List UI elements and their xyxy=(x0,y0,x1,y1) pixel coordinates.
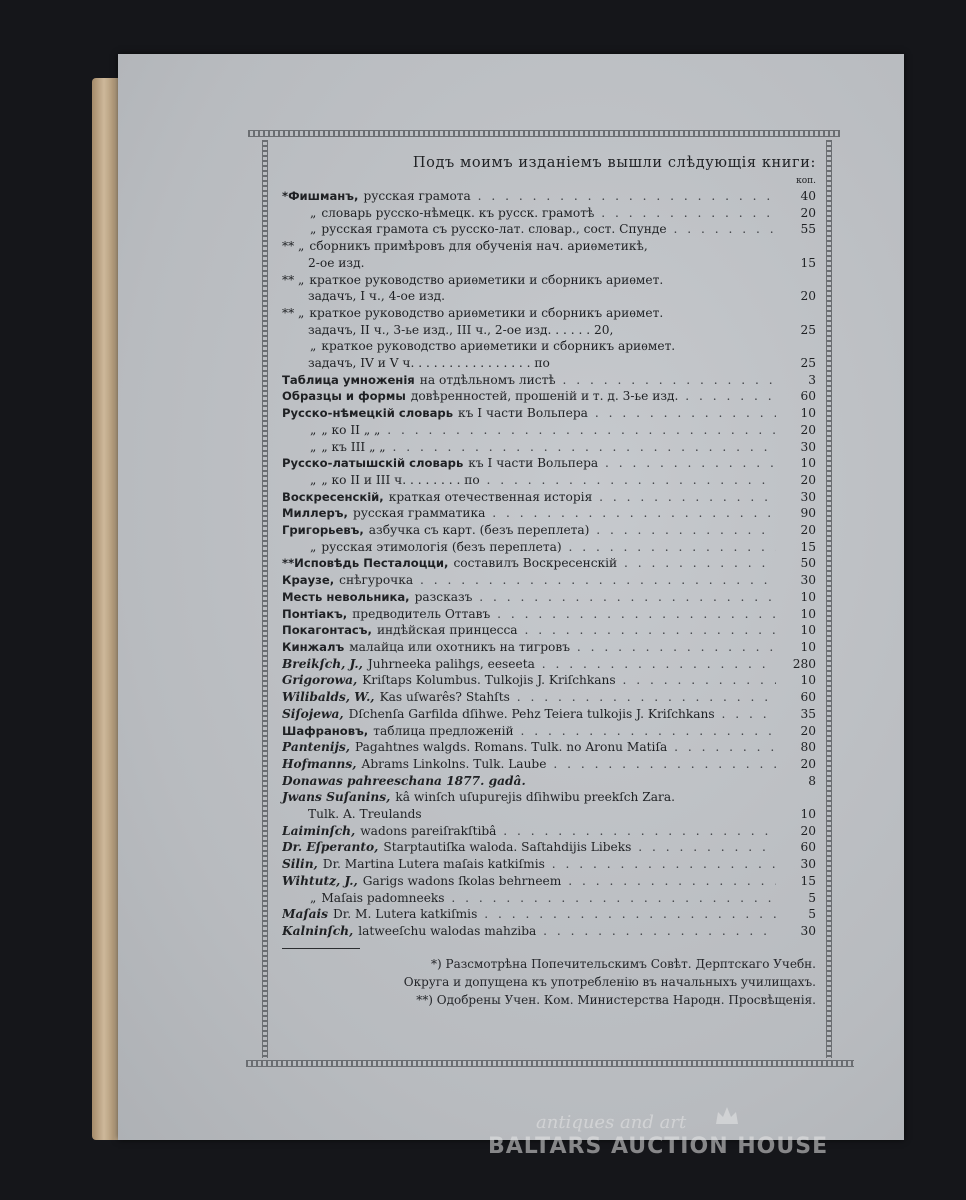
book-description: азбучка съ карт. (безъ переплета) xyxy=(368,523,590,538)
book-description: „ ко II „ „ xyxy=(321,422,381,437)
book-title: „ xyxy=(310,205,317,220)
book-entry xyxy=(282,555,816,572)
book-title: „ xyxy=(310,539,317,554)
book-description: составилъ Воскресенскій xyxy=(453,556,618,571)
book-price: 60 xyxy=(800,389,816,404)
book-description: Dr. Martina Lutera maſais katkiſmis xyxy=(322,857,545,872)
page-heading: Подъ моимъ изданіемъ вышли слѣдующія книги: xyxy=(412,155,816,171)
book-title: Краузе, xyxy=(282,573,335,588)
book-description: довѣренностей, прошеній и т. д. 3-ье изд. xyxy=(410,389,679,404)
book-entry xyxy=(282,338,816,371)
book-price: 20 xyxy=(800,289,816,304)
book-title: Понтіакъ, xyxy=(282,606,348,621)
book-title: Wilibalds, W., xyxy=(282,690,375,705)
book-description: „ къ III „ „ xyxy=(321,439,386,454)
book-description: Kas uſwarês? Stahſts xyxy=(379,690,510,705)
book-price: 40 xyxy=(800,189,816,203)
book-description: краткая отечественная исторія xyxy=(388,489,593,504)
book-description: снѣгурочка xyxy=(339,573,414,588)
book-price: 15 xyxy=(800,539,816,554)
book-description: предводитель Оттавъ xyxy=(352,606,491,621)
book-price: 10 xyxy=(800,456,816,471)
ornamental-border-right xyxy=(826,140,832,1058)
watermark-line-1: antiques and art xyxy=(536,1112,687,1133)
book-entry xyxy=(282,572,816,589)
book-list xyxy=(282,188,816,940)
book-description: „ ко II и III ч. . . . . . . . по xyxy=(321,472,480,487)
book-price: 55 xyxy=(800,222,816,237)
book-entry xyxy=(282,639,816,656)
book-description: русская этимологія (безъ переплета) xyxy=(321,539,562,554)
book-title: ** „ xyxy=(282,239,305,254)
book-title: ** „ xyxy=(282,305,305,320)
book-entry xyxy=(282,739,816,756)
book-entry xyxy=(282,188,816,205)
book-description: краткое руководство ариѳметики и сборникъ ариѳмет. xyxy=(309,272,664,287)
book-entry xyxy=(282,522,816,539)
footnote-2: Округа и допущена къ употребленію въ начальныхъ училищахъ. xyxy=(403,974,816,989)
book-entry xyxy=(282,505,816,522)
book-entry xyxy=(282,589,816,606)
book-entry xyxy=(282,689,816,706)
book-description: русская грамота xyxy=(363,189,471,203)
book-price: 25 xyxy=(800,322,816,337)
book-price: 30 xyxy=(800,857,816,872)
book-price: 35 xyxy=(800,706,816,721)
book-entry xyxy=(282,839,816,856)
book-description: разсказъ xyxy=(414,589,473,604)
book-title: Григорьевъ, xyxy=(282,523,364,538)
book-entry xyxy=(282,422,816,439)
book-price: 10 xyxy=(800,589,816,604)
book-title: Kalninſch, xyxy=(282,923,354,938)
book-title: Русско-нѣмецкій словарь xyxy=(282,406,454,421)
book-title: „ xyxy=(310,222,317,237)
book-entry xyxy=(282,439,816,456)
book-description: Dſchenſa Garfilda dſihwe. Pehz Teiera tulkojis J. Kriſchkans xyxy=(348,706,715,721)
book-title: „ xyxy=(310,422,317,437)
book-description-continued: задачъ, II ч., 3-ье изд., III ч., 2-ое изд. . . . . . 20, xyxy=(308,322,614,337)
book-description: на отдѣльномъ листѣ xyxy=(419,372,556,387)
book-price: 20 xyxy=(800,756,816,771)
book-price: 80 xyxy=(800,740,816,755)
book-title: Миллеръ, xyxy=(282,506,348,521)
book-entry xyxy=(282,622,816,639)
ornamental-border-bottom xyxy=(246,1060,854,1067)
book-price: 25 xyxy=(800,356,816,371)
book-price: 10 xyxy=(800,807,816,822)
book-entry xyxy=(282,539,816,556)
book-entry xyxy=(282,205,816,222)
book-price: 10 xyxy=(800,406,816,421)
book-description: русская грамматика xyxy=(352,506,486,521)
book-price: 60 xyxy=(800,690,816,705)
book-entry xyxy=(282,238,816,271)
book-entry xyxy=(282,272,816,305)
book-price: 20 xyxy=(800,523,816,538)
book-price: 10 xyxy=(800,606,816,621)
book-description: краткое руководство ариѳметики и сборникъ ариѳмет. xyxy=(321,339,676,354)
book-description: краткое руководство ариѳметики и сборникъ ариѳмет. xyxy=(309,305,664,320)
book-price: 30 xyxy=(800,573,816,588)
book-title: Образцы и формы xyxy=(282,389,406,404)
book-entry xyxy=(282,606,816,623)
book-description: Dr. M. Lutera katkiſmis xyxy=(333,907,478,922)
book-description: Pagahtnes walgds. Romans. Tulk. no Aronu Matiſa xyxy=(354,740,668,755)
book-title: Pantenijs, xyxy=(282,740,350,755)
book-price: 60 xyxy=(800,840,816,855)
book-entry xyxy=(282,388,816,405)
book-title: ** „ xyxy=(282,272,305,287)
book-description: таблица предложеній xyxy=(373,723,514,738)
book-title: Jwans Suſanins, xyxy=(282,790,391,805)
book-price: 10 xyxy=(800,673,816,688)
book-description: wadons pareiſrakſtibâ xyxy=(360,823,497,838)
book-description: словарь русско-нѣмецк. къ русск. грамотѣ xyxy=(321,205,595,220)
book-price: 10 xyxy=(800,639,816,654)
book-entry xyxy=(282,455,816,472)
book-price: 50 xyxy=(800,556,816,571)
book-title: Шафрановъ, xyxy=(282,723,369,738)
book-title: „ xyxy=(310,890,317,905)
book-entry xyxy=(282,706,816,723)
book-price: 90 xyxy=(800,506,816,521)
book-description: kâ winſch uſupurejis dſihwibu preekſch Zara. xyxy=(395,790,675,805)
book-entry xyxy=(282,856,816,873)
book-description: Garigs wadons ſkolas behrneem xyxy=(362,873,562,888)
book-entry xyxy=(282,305,816,338)
book-description-continued: задачъ, IV и V ч. . . . . . . . . . . . . . . . по xyxy=(308,356,550,371)
book-entry xyxy=(282,923,816,940)
book-title: Breikſch, J., xyxy=(282,656,363,671)
book-entry xyxy=(282,221,816,238)
book-description: индѣйская принцесса xyxy=(376,623,518,638)
book-entry xyxy=(282,672,816,689)
book-price: 5 xyxy=(808,907,816,922)
book-entry xyxy=(282,723,816,740)
book-price: 20 xyxy=(800,472,816,487)
footnote-3: **) Одобрены Учен. Ком. Министерства Народн. Просвѣщенія. xyxy=(416,992,816,1007)
book-description-continued: 2-ое изд. xyxy=(308,255,365,270)
book-description: Abrams Linkolns. Tulk. Laube xyxy=(361,756,547,771)
book-price: 20 xyxy=(800,422,816,437)
book-description: Juhrneeka palihgs, eeseeta xyxy=(367,656,535,671)
book-entry xyxy=(282,656,816,673)
book-title: **Исповѣдь Песталоцци, xyxy=(282,556,449,571)
book-entry xyxy=(282,906,816,923)
book-price: 8 xyxy=(808,773,816,788)
book-description: русская грамота съ русско-лат. словар., сост. Спунде xyxy=(321,222,667,237)
book-price: 10 xyxy=(800,623,816,638)
book-price: 3 xyxy=(808,372,816,387)
book-title: Donawas pahreeschana 1877. gadâ. xyxy=(282,773,526,788)
book-description: Maſais padomneeks xyxy=(321,890,445,905)
book-title: Grigorowa, xyxy=(282,673,358,688)
book-entry xyxy=(282,773,816,790)
book-price: 30 xyxy=(800,923,816,938)
catalog-content xyxy=(282,150,816,1009)
book-description: къ I части Вольпера xyxy=(468,456,599,471)
book-price: 15 xyxy=(800,255,816,270)
book-price: 20 xyxy=(800,723,816,738)
book-title: „ xyxy=(310,472,317,487)
book-title: Silin, xyxy=(282,857,318,872)
book-title: Месть невольника, xyxy=(282,589,410,604)
book-entry xyxy=(282,890,816,907)
book-price: 20 xyxy=(800,823,816,838)
book-description: сборникъ примѣровъ для обученія нач. ариѳметикѣ, xyxy=(309,239,648,254)
footnote-rule xyxy=(282,948,360,949)
book-title: Hofmanns, xyxy=(282,756,357,771)
book-description: Kriſtaps Kolumbus. Tulkojis J. Kriſchkans xyxy=(362,673,616,688)
book-description-continued: Tulk. A. Treulands xyxy=(308,807,422,822)
ornamental-border-left xyxy=(262,140,268,1058)
book-entry xyxy=(282,472,816,489)
book-price: 30 xyxy=(800,489,816,504)
book-price: 30 xyxy=(800,439,816,454)
book-title: Русско-латышскій словарь xyxy=(282,456,464,471)
book-entry xyxy=(282,405,816,422)
book-entry xyxy=(282,873,816,890)
ornamental-border-top xyxy=(248,130,840,137)
book-title: Кинжалъ xyxy=(282,639,345,654)
book-title: „ xyxy=(310,339,317,354)
book-entry xyxy=(282,756,816,773)
book-title: Maſais xyxy=(282,907,329,922)
watermark-line-2: BALTARS AUCTION HOUSE xyxy=(488,1134,829,1159)
book-price: 20 xyxy=(800,205,816,220)
book-description: Starptautiſka waloda. Saſtahdijis Libeks xyxy=(383,840,632,855)
book-price: 5 xyxy=(808,890,816,905)
book-title: *Фишманъ, xyxy=(282,189,359,203)
book-title: Таблица умноженія xyxy=(282,372,415,387)
book-description-continued: задачъ, I ч., 4-ое изд. xyxy=(308,289,446,304)
book-entry xyxy=(282,489,816,506)
footnote-1: *) Разсмотрѣна Попечительскимъ Совѣт. Дерптскаго Учебн. xyxy=(431,956,816,971)
book-title: Laiminſch, xyxy=(282,823,356,838)
book-description: къ I части Вольпера xyxy=(458,406,588,421)
book-entry xyxy=(282,372,816,389)
book-title: Siſojewa, xyxy=(282,706,344,721)
book-title: Покагонтасъ, xyxy=(282,623,372,638)
book-title: „ xyxy=(310,439,317,454)
book-entry xyxy=(282,823,816,840)
book-title: Dr. Eſperanto, xyxy=(282,840,379,855)
book-price: 15 xyxy=(800,873,816,888)
book-title: Воскресенскій, xyxy=(282,489,384,504)
book-price: 280 xyxy=(792,656,816,671)
book-title: Wihtutz, J., xyxy=(282,873,358,888)
price-unit-label: коп. xyxy=(796,176,816,186)
book-description: latweeſchu walodas mahziba xyxy=(358,923,537,938)
book-description: малайца или охотникъ на тигровъ xyxy=(349,639,570,654)
book-entry xyxy=(282,789,816,822)
